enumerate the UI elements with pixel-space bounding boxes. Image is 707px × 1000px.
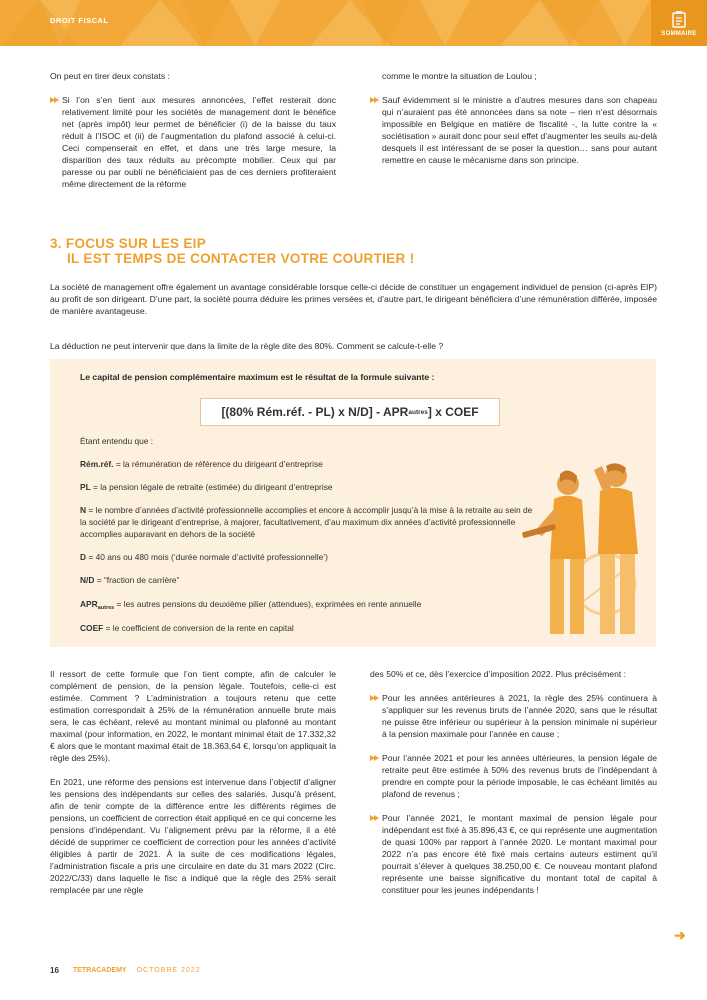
page-number: 16 <box>50 966 59 975</box>
definition-coef: COEF = le coefficient de conversion de la rente en capital <box>80 623 294 633</box>
heading-line-2: IL EST TEMPS DE CONTACTER VOTRE COURTIER ! <box>67 251 415 266</box>
section-paragraph-1: La société de management offre également un avantage considérable lorsque celle-ci décide de constituer un engagement individuel de pension (ci-après EIP) au profit de son dirigeant. D’une part, la société pourra déduire les primes versées et, d’autre part, le dirigeant bénéficiera d’une rémunération différée, imposée de manière avantageuse. <box>50 282 657 316</box>
formula <box>200 398 500 426</box>
page-footer <box>50 966 201 975</box>
next-page-arrow-icon[interactable]: ➜ <box>674 927 686 943</box>
continued-text: comme le montre la situation de Loulou ; <box>382 71 537 81</box>
page-header <box>0 0 707 46</box>
formula-subscript: autres <box>408 408 428 416</box>
definition-nd: N/D = “fraction de carrière” <box>80 575 180 585</box>
formula-part-a: [(80% Rém.réf. - PL) x N/D] - APR <box>221 405 409 419</box>
definition-pl: PL = la pension légale de retraite (estimée) du dirigeant d’entreprise <box>80 482 333 492</box>
bottom-bullet-1: Pour les années antérieures à 2021, la règle des 25% continuera à s’appliquer sur les revenus bruts de l’année 2020, sans que le résultat ne puisse être inférieur ou supérieur à la pension minimale ni supérieur à la pension maximale pour l’année en cause ; <box>370 692 657 740</box>
bottom-left-paragraph-2: En 2021, une réforme des pensions est intervenue dans l’objectif d’aligner les pensions des indépendants sur celles des salariés. Jusqu’à présent, afin de tenir compte de la différence entre les différents régimes de pensions, un coefficient de correction était appliqué en ce qui concerne les pensions d’indépendant. Vu l’alignement prévu par la réforme, il a été décidé de supprimer ce coefficient de correction pour les années d’activité éligibles à partir de 2021. À la suite de ces modifications légales, l’administration fiscale a pris une circulaire en date du 31 mars 2022 (Circ. 2022/C/33) dans laquelle le fisc a indiqué que la règle des 25% serait remplacée par une règle <box>50 777 336 895</box>
bottom-right-intro: des 50% et ce, dès l’exercice d’imposition 2022. Plus précisément : <box>370 669 627 679</box>
definition-n: N = le nombre d’années d’activité professionnelle accomplies et encore à accomplir jusqu’à la mise à la retraite au sein de la société par le dirigeant d’entreprise, à majorer, facultativement, d’au maximum dix années d’activité professionnelle accomplies auparavant en dehors de la société <box>80 505 533 539</box>
people-illustration <box>520 454 655 644</box>
section-paragraph-2: La déduction ne peut intervenir que dans la limite de la règle dite des 80%. Comment se calcule-t-elle ? <box>50 341 444 351</box>
etant-entendu: Étant entendu que : <box>80 436 154 446</box>
bottom-left-paragraph-1: Il ressort de cette formule que l’on tient compte, afin de calculer le complément de pension, de la pension légale. Toutefois, celle-ci est estimée. Comment ? L’administration a toujours retenu que cette estimation correspondait à 25% de la rémunération annuelle brute mais sera, le cas échéant, relevé au montant minimal ou plafonné au montant maximal (pour information, en 2022, le montant minimal était de 17.332,32 € alors que le montant maximal était de 18.363,64 €, lorsqu’on appliquait la règle des 25%). <box>50 669 336 763</box>
top-left-column <box>50 70 336 190</box>
heading-line-1: 3. FOCUS SUR LES EIP <box>50 236 207 251</box>
bottom-bullet-2: Pour l’année 2021 et pour les années ultérieures, la pension légale de retraite peut être estimée à 50% des revenus bruts de l’indépendant à prendre en compte pour la période imposable, le cas échéant limités au plafond de revenus ; <box>370 752 657 800</box>
intro-text: On peut en tirer deux constats : <box>50 71 170 81</box>
section-label: DROIT FISCAL <box>50 16 109 25</box>
top-right-column <box>370 70 657 166</box>
clipboard-icon <box>672 10 686 28</box>
formula-part-b: ] x COEF <box>427 405 479 419</box>
bottom-right-column <box>370 668 657 896</box>
footer-date: OCTOBRE 2022 <box>136 967 201 974</box>
section-heading <box>50 236 414 266</box>
sommaire-button[interactable] <box>651 0 707 46</box>
definition-d: D = 40 ans ou 480 mois (‘durée normale d’activité professionnelle’) <box>80 552 328 562</box>
bottom-left-column <box>50 668 336 896</box>
definition-remref: Rém.réf. = la rémunération de référence du dirigeant d’entreprise <box>80 459 323 469</box>
bullet-1: Si l’on s’en tient aux mesures annoncées, l’effet resterait donc relativement limité pour les sociétés de management dont le bénéfice net (après impôt) leur permet de bénéficier (i) de la baisse du taux réduit à l’ISOC et (ii) de l’augmentation du plafond associé à celui-ci. Ceci compenserait en effet, et dans une très large mesure, la disparition des taux réduits au précompte mobilier. Ceux qui par paresse ou par oubli ne bénéficiaient pas de ces derniers profiteraient même directement de la réforme <box>50 94 336 190</box>
formula-box-title: Le capital de pension complémentaire maximum est le résultat de la formule suivante : <box>80 372 435 382</box>
definition-apr: $APR_{autres}$ = les autres pensions du deuxième pilier (attendues), exprimées en rente annuelle <box>80 599 422 611</box>
bullet-2: Sauf évidemment si le ministre a d’autres mesures dans son chapeau qui n’auraient pas été annoncées dans sa note – rien n’est désormais impossible en Belgique en matière de fiscalité -, la lutte contre la « sociétisation » aurait donc pour seul effet d’augmenter les seuils au-delà desquels il est intéressant de se poser la question… sans pour autant remettre en cause le mécanisme dans son principe. <box>370 94 657 166</box>
sommaire-label: SOMMAIRE <box>661 30 697 37</box>
formula-box <box>50 359 656 647</box>
bottom-bullet-3: Pour l’année 2021, le montant maximal de pension légale pour indépendant est fixé à 35.896,43 €, ce qui représente une augmentation de quasi 100% par rapport à l’année 2020. Le montant maximal pour 2022 n’a pas encore été fixé mais certains auteurs estiment qu’il pourrait s’élever à quelques 38.250,00 €. Ce nouveau montant plafond représente une baisse significative du montant total de capital à constituer pour les jeunes indépendants ! <box>370 812 657 896</box>
footer-logo: TETRACADEMY <box>72 967 127 974</box>
